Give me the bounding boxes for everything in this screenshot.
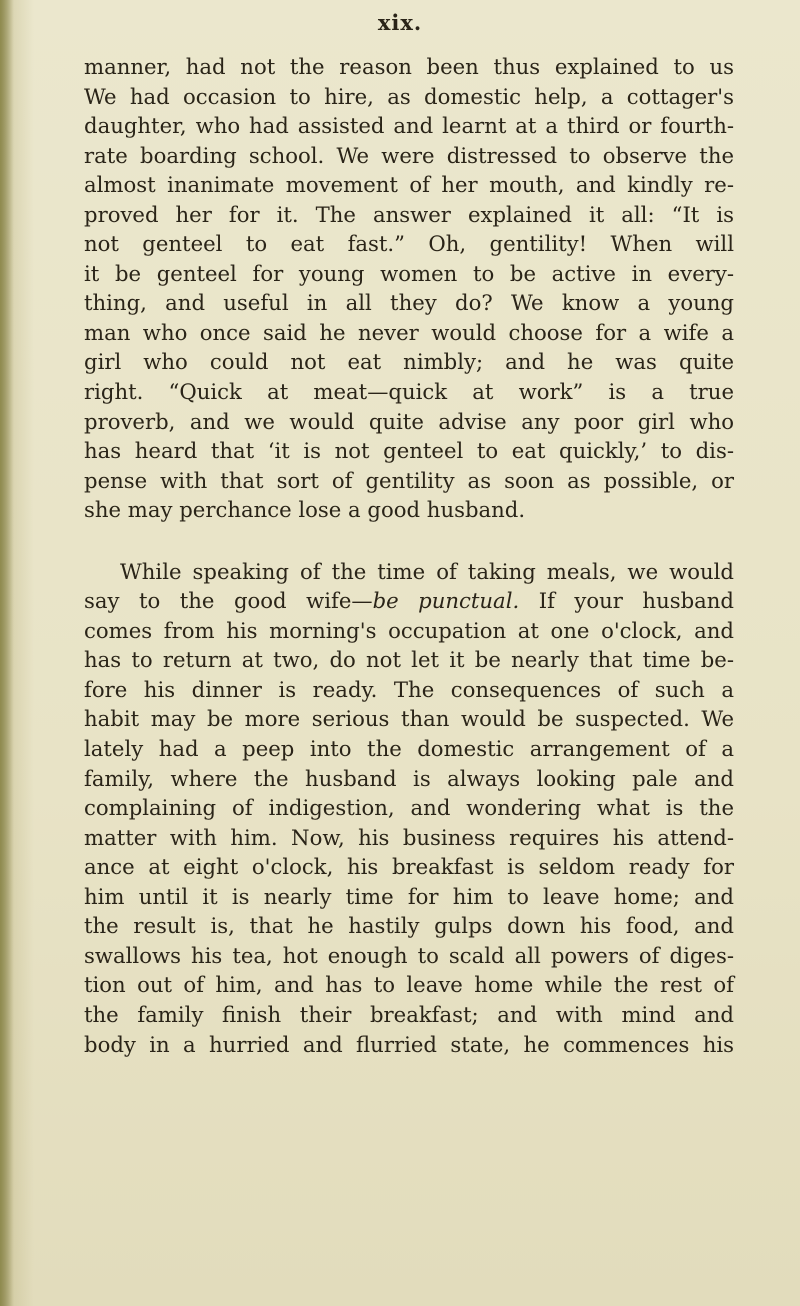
text-line: family, where the husband is always looking pale and	[84, 765, 734, 791]
text-line: pense with that sort of gentility as soon as possible, or	[84, 467, 734, 493]
text-line: We had occasion to hire, as domestic help, a cottager's	[84, 83, 734, 109]
paragraph-1	[84, 52, 734, 525]
page-number: xix.	[377, 10, 423, 35]
emphasis-text: be punctual.	[372, 588, 520, 614]
text-line: has to return at two, do not let it be nearly that time be-	[84, 647, 734, 673]
text-line: body in a hurried and flurried state, he commences his	[84, 1031, 734, 1057]
text-line: proved her for it. The answer explained it all: “It is	[84, 201, 734, 227]
text-line: not genteel to eat fast.” Oh, gentility! When will	[84, 231, 734, 257]
text-line: matter with him. Now, his business requires his attend-	[84, 824, 734, 850]
binding-shadow	[0, 0, 14, 1306]
text-line: him until it is nearly time for him to leave home; and	[84, 883, 734, 909]
text-line: proverb, and we would quite advise any poor girl who	[84, 408, 734, 434]
text-line: has heard that ‘it is not genteel to eat quickly,’ to dis-	[84, 438, 734, 464]
line-prefix: say to the good wife—	[84, 588, 373, 614]
text-line: habit may be more serious than would be suspected. We	[84, 706, 734, 732]
text-line: it be genteel for young women to be active in every-	[84, 260, 734, 286]
text-line: While speaking of the time of taking meals, we would	[120, 558, 734, 584]
text-line: the result is, that he hastily gulps down his food, and	[84, 913, 734, 939]
text-line: the family finish their breakfast; and with mind and	[84, 1001, 734, 1027]
text-line: fore his dinner is ready. The consequences of such a	[84, 676, 734, 702]
text-line: manner, had not the reason been thus explained to us	[84, 54, 734, 79]
text-line: ance at eight o'clock, his breakfast is seldom ready for	[84, 854, 734, 880]
line-suffix: If your husband	[519, 588, 734, 614]
text-line-with-emphasis	[84, 586, 734, 616]
text-line: girl who could not eat nimbly; and he was quite	[84, 349, 734, 375]
body-text	[84, 52, 734, 1059]
text-line: comes from his morning's occupation at one o'clock, and	[84, 617, 734, 643]
text-line: almost inanimate movement of her mouth, and kindly re-	[84, 172, 734, 198]
paragraph-2	[84, 557, 734, 1059]
text-line: tion out of him, and has to leave home while the rest of	[84, 972, 734, 998]
text-line: lately had a peep into the domestic arrangement of a	[84, 736, 734, 762]
text-line: she may perchance lose a good husband.	[84, 497, 526, 523]
text-line: man who once said he never would choose for a wife a	[84, 319, 734, 345]
text-line: right. “Quick at meat—quick at work” is a true	[84, 379, 734, 405]
text-line: complaining of indigestion, and wondering what is the	[84, 795, 734, 821]
text-line: rate boarding school. We were distressed to observe the	[84, 142, 734, 168]
text-line: daughter, who had assisted and learnt at a third or fourth-	[84, 113, 734, 139]
text-line: thing, and useful in all they do? We know a young	[84, 290, 734, 316]
paragraph-gap	[84, 525, 734, 557]
text-line: swallows his tea, hot enough to scald all powers of diges-	[84, 942, 734, 968]
